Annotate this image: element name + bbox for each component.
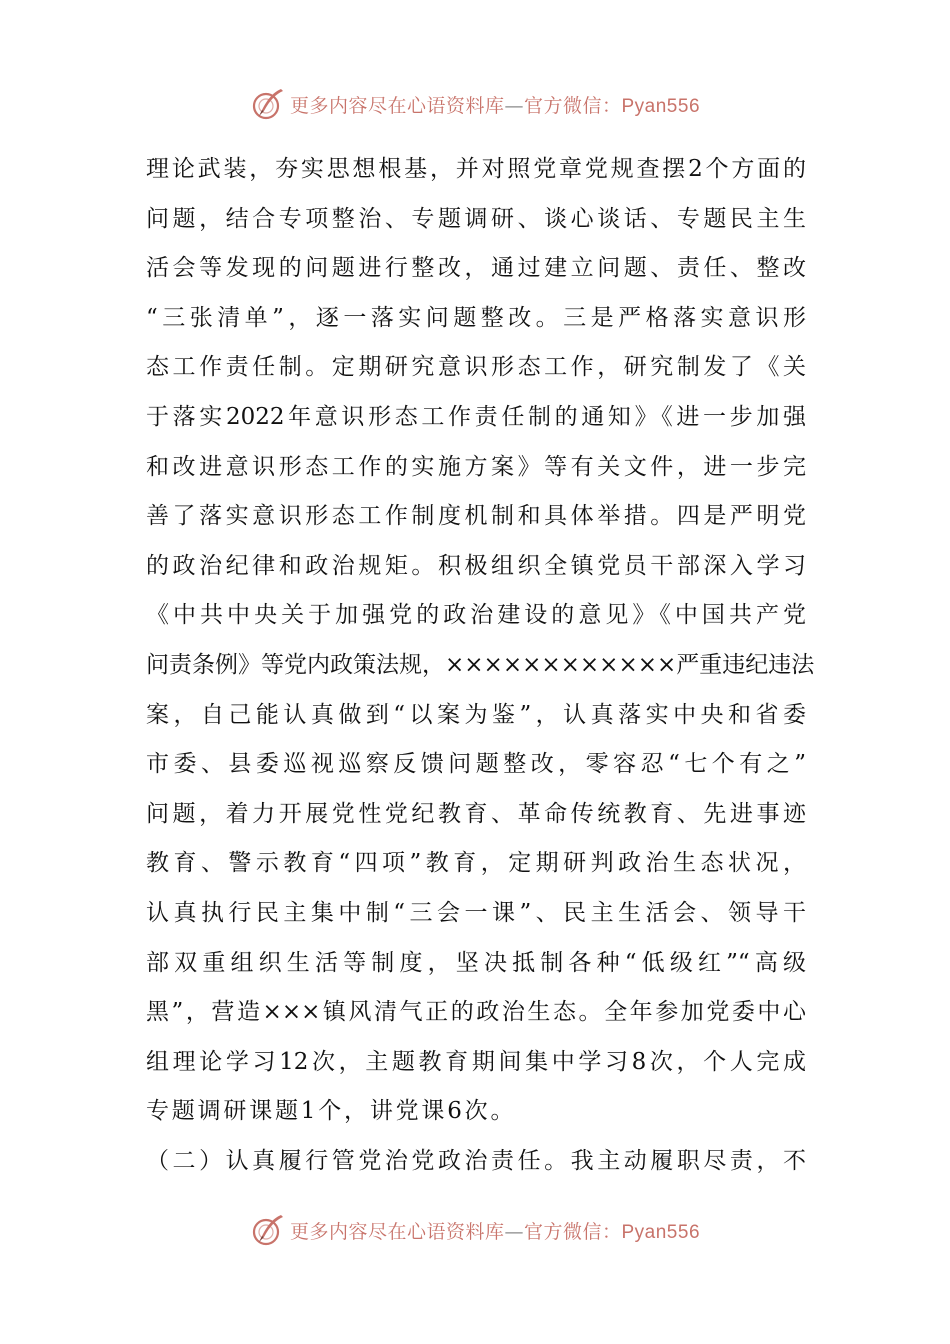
text-line: 案，自己能认真做到“以案为鉴”，认真落实中央和省委 bbox=[146, 701, 806, 728]
text-line: 于落实2022年意识形态工作责任制的通知》《进一步加强 bbox=[146, 403, 806, 430]
text-line: 问题，结合专项整治、专题调研、谈心谈话、专题民主生 bbox=[146, 205, 806, 232]
header-banner-wechat: 官方微信：Pyan556 bbox=[524, 95, 701, 117]
body-text bbox=[146, 145, 815, 1186]
quill-pen-logo-icon bbox=[250, 86, 286, 122]
footer-banner-separator: — bbox=[504, 1220, 524, 1243]
header-banner-title: 更多内容尽在心语资料库 bbox=[289, 94, 505, 117]
text-line: 黑”，营造×××镇风清气正的政治生态。全年参加党委中心 bbox=[146, 999, 806, 1026]
footer-banner bbox=[0, 1210, 950, 1250]
header-banner-separator: — bbox=[504, 94, 524, 117]
footer-banner-text bbox=[290, 1217, 700, 1244]
section-heading-line: （二）认真履行管党治党政治责任。我主动履职尽责，不 bbox=[146, 1147, 806, 1174]
text-line: 问责条例》等党内政策法规，××××××××××××严重违纪违法 bbox=[146, 651, 815, 678]
text-line: 组理论学习12次，主题教育期间集中学习8次，个人完成 bbox=[146, 1048, 806, 1075]
text-line: “三张清单”，逐一落实问题整改。三是严格落实意识形 bbox=[146, 304, 806, 331]
text-line: 教育、警示教育“四项”教育，定期研判政治生态状况， bbox=[146, 850, 806, 877]
text-line: 市委、县委巡视巡察反馈问题整改，零容忍“七个有之” bbox=[146, 751, 806, 778]
text-line: 和改进意识形态工作的实施方案》等有关文件，进一步完 bbox=[146, 453, 806, 480]
text-line: 问题，着力开展党性党纪教育、革命传统教育、先进事迹 bbox=[146, 800, 806, 827]
text-line: 的政治纪律和政治规矩。积极组织全镇党员干部深入学习 bbox=[146, 552, 806, 579]
quill-pen-logo-icon bbox=[250, 1212, 286, 1248]
text-line: 专题调研课题1个，讲党课6次。 bbox=[146, 1098, 517, 1125]
header-banner-text bbox=[290, 91, 700, 118]
text-line: 认真执行民主集中制“三会一课”、民主生活会、领导干 bbox=[146, 899, 806, 926]
footer-banner-title: 更多内容尽在心语资料库 bbox=[289, 1220, 505, 1243]
text-line: 善了落实意识形态工作制度机制和具体举措。四是严明党 bbox=[146, 503, 806, 530]
footer-banner-wechat: 官方微信：Pyan556 bbox=[524, 1221, 701, 1243]
text-line: 理论武装，夯实思想根基，并对照党章党规查摆2个方面的 bbox=[146, 156, 806, 182]
text-line: 部双重组织生活等制度，坚决抵制各种“低级红”“高级 bbox=[146, 949, 806, 976]
text-line: 态工作责任制。定期研究意识形态工作，研究制发了《关 bbox=[146, 354, 806, 381]
text-line: 《中共中央关于加强党的政治建设的意见》《中国共产党 bbox=[146, 602, 806, 629]
header-banner bbox=[0, 84, 950, 124]
text-line: 活会等发现的问题进行整改，通过建立问题、责任、整改 bbox=[146, 255, 806, 282]
